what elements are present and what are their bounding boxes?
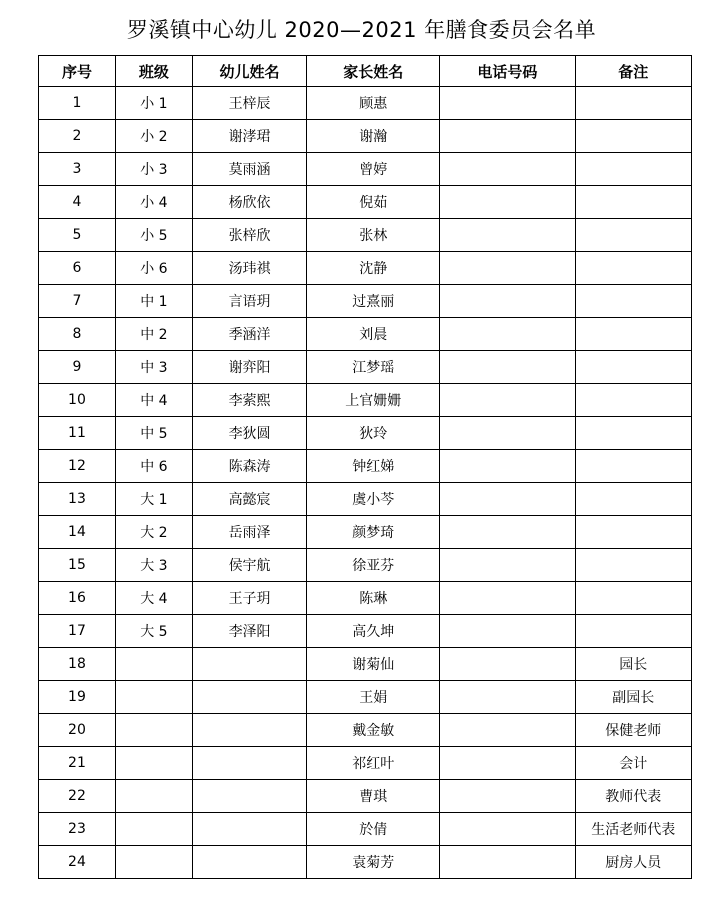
phone-number-cell xyxy=(440,714,575,747)
parent-name-cell: 倪茹 xyxy=(307,186,440,219)
child-name-cell xyxy=(192,813,306,846)
serial-number-cell: 20 xyxy=(39,714,116,747)
parent-name-cell: 颜梦琦 xyxy=(307,516,440,549)
phone-number-cell xyxy=(440,648,575,681)
phone-number-cell xyxy=(440,549,575,582)
table-row xyxy=(39,219,692,252)
table-row xyxy=(39,87,692,120)
table-row xyxy=(39,483,692,516)
class-cell: 小 6 xyxy=(115,252,192,285)
parent-name-cell: 戴金敏 xyxy=(307,714,440,747)
table-row xyxy=(39,384,692,417)
child-name-cell xyxy=(192,846,306,879)
serial-number-cell: 7 xyxy=(39,285,116,318)
class-cell xyxy=(115,813,192,846)
class-cell xyxy=(115,846,192,879)
child-name-cell: 王子玥 xyxy=(192,582,306,615)
remarks-cell xyxy=(575,417,691,450)
remarks-cell xyxy=(575,285,691,318)
phone-number-cell xyxy=(440,318,575,351)
serial-number-cell: 24 xyxy=(39,846,116,879)
header-remarks: 备注 xyxy=(575,56,691,87)
parent-name-cell: 高久坤 xyxy=(307,615,440,648)
table-row xyxy=(39,120,692,153)
class-cell: 中 2 xyxy=(115,318,192,351)
header-class: 班级 xyxy=(115,56,192,87)
class-cell: 中 1 xyxy=(115,285,192,318)
parent-name-cell: 谢瀚 xyxy=(307,120,440,153)
remarks-cell: 保健老师 xyxy=(575,714,691,747)
remarks-cell xyxy=(575,120,691,153)
parent-name-cell: 王娟 xyxy=(307,681,440,714)
parent-name-cell: 张林 xyxy=(307,219,440,252)
remarks-cell xyxy=(575,186,691,219)
class-cell: 小 2 xyxy=(115,120,192,153)
serial-number-cell: 22 xyxy=(39,780,116,813)
phone-number-cell xyxy=(440,87,575,120)
table-row xyxy=(39,516,692,549)
parent-name-cell: 江梦瑶 xyxy=(307,351,440,384)
class-cell: 大 2 xyxy=(115,516,192,549)
remarks-cell xyxy=(575,483,691,516)
class-cell: 大 3 xyxy=(115,549,192,582)
phone-number-cell xyxy=(440,615,575,648)
class-cell: 中 5 xyxy=(115,417,192,450)
class-cell xyxy=(115,681,192,714)
table-row xyxy=(39,648,692,681)
child-name-cell: 李狄圆 xyxy=(192,417,306,450)
class-cell: 小 4 xyxy=(115,186,192,219)
serial-number-cell: 19 xyxy=(39,681,116,714)
parent-name-cell: 陈琳 xyxy=(307,582,440,615)
phone-number-cell xyxy=(440,813,575,846)
child-name-cell xyxy=(192,648,306,681)
phone-number-cell xyxy=(440,384,575,417)
remarks-cell xyxy=(575,582,691,615)
phone-number-cell xyxy=(440,153,575,186)
child-name-cell: 侯宇航 xyxy=(192,549,306,582)
class-cell: 小 5 xyxy=(115,219,192,252)
remarks-cell xyxy=(575,516,691,549)
phone-number-cell xyxy=(440,582,575,615)
class-cell: 中 4 xyxy=(115,384,192,417)
remarks-cell: 园长 xyxy=(575,648,691,681)
parent-name-cell: 过熹丽 xyxy=(307,285,440,318)
remarks-cell xyxy=(575,252,691,285)
remarks-cell xyxy=(575,450,691,483)
parent-name-cell: 曾婷 xyxy=(307,153,440,186)
remarks-cell xyxy=(575,153,691,186)
table-row xyxy=(39,252,692,285)
serial-number-cell: 12 xyxy=(39,450,116,483)
parent-name-cell: 虞小芩 xyxy=(307,483,440,516)
remarks-cell xyxy=(575,351,691,384)
remarks-cell xyxy=(575,318,691,351)
table-row xyxy=(39,318,692,351)
remarks-cell: 生活老师代表 xyxy=(575,813,691,846)
serial-number-cell: 8 xyxy=(39,318,116,351)
phone-number-cell xyxy=(440,516,575,549)
serial-number-cell: 21 xyxy=(39,747,116,780)
remarks-cell xyxy=(575,87,691,120)
child-name-cell: 季涵洋 xyxy=(192,318,306,351)
table-row xyxy=(39,549,692,582)
child-name-cell: 张梓欣 xyxy=(192,219,306,252)
serial-number-cell: 23 xyxy=(39,813,116,846)
parent-name-cell: 曹琪 xyxy=(307,780,440,813)
parent-name-cell: 袁菊芳 xyxy=(307,846,440,879)
serial-number-cell: 6 xyxy=(39,252,116,285)
table-row xyxy=(39,582,692,615)
remarks-cell xyxy=(575,615,691,648)
serial-number-cell: 3 xyxy=(39,153,116,186)
class-cell: 中 6 xyxy=(115,450,192,483)
phone-number-cell xyxy=(440,285,575,318)
phone-number-cell xyxy=(440,120,575,153)
child-name-cell xyxy=(192,714,306,747)
table-row xyxy=(39,780,692,813)
remarks-cell: 副园长 xyxy=(575,681,691,714)
serial-number-cell: 9 xyxy=(39,351,116,384)
phone-number-cell xyxy=(440,252,575,285)
class-cell: 大 5 xyxy=(115,615,192,648)
parent-name-cell: 於倩 xyxy=(307,813,440,846)
table-row xyxy=(39,681,692,714)
table-row xyxy=(39,186,692,219)
class-cell xyxy=(115,648,192,681)
parent-name-cell: 狄玲 xyxy=(307,417,440,450)
parent-name-cell: 祁红叶 xyxy=(307,747,440,780)
document-title: 罗溪镇中心幼儿 2020—2021 年膳食委员会名单 xyxy=(126,18,597,42)
remarks-cell: 厨房人员 xyxy=(575,846,691,879)
child-name-cell: 李萦熙 xyxy=(192,384,306,417)
parent-name-cell: 徐亚芬 xyxy=(307,549,440,582)
table-body xyxy=(39,87,692,879)
class-cell: 小 3 xyxy=(115,153,192,186)
class-cell: 小 1 xyxy=(115,87,192,120)
child-name-cell xyxy=(192,747,306,780)
phone-number-cell xyxy=(440,780,575,813)
phone-number-cell xyxy=(440,450,575,483)
serial-number-cell: 18 xyxy=(39,648,116,681)
parent-name-cell: 钟红娣 xyxy=(307,450,440,483)
phone-number-cell xyxy=(440,747,575,780)
child-name-cell xyxy=(192,681,306,714)
table-row xyxy=(39,747,692,780)
table-row xyxy=(39,846,692,879)
phone-number-cell xyxy=(440,846,575,879)
table-row xyxy=(39,285,692,318)
parent-name-cell: 上官姗姗 xyxy=(307,384,440,417)
child-name-cell: 汤玮祺 xyxy=(192,252,306,285)
table-row xyxy=(39,153,692,186)
serial-number-cell: 14 xyxy=(39,516,116,549)
remarks-cell: 会计 xyxy=(575,747,691,780)
child-name-cell xyxy=(192,780,306,813)
serial-number-cell: 4 xyxy=(39,186,116,219)
serial-number-cell: 15 xyxy=(39,549,116,582)
serial-number-cell: 2 xyxy=(39,120,116,153)
serial-number-cell: 10 xyxy=(39,384,116,417)
phone-number-cell xyxy=(440,186,575,219)
remarks-cell xyxy=(575,384,691,417)
class-cell: 大 4 xyxy=(115,582,192,615)
remarks-cell xyxy=(575,219,691,252)
child-name-cell: 杨欣依 xyxy=(192,186,306,219)
table-row xyxy=(39,813,692,846)
header-phone-number: 电话号码 xyxy=(440,56,575,87)
child-name-cell: 谢涍珺 xyxy=(192,120,306,153)
table-row xyxy=(39,351,692,384)
child-name-cell: 高懿宸 xyxy=(192,483,306,516)
committee-roster-table xyxy=(38,55,692,879)
serial-number-cell: 1 xyxy=(39,87,116,120)
phone-number-cell xyxy=(440,483,575,516)
phone-number-cell xyxy=(440,417,575,450)
serial-number-cell: 11 xyxy=(39,417,116,450)
remarks-cell xyxy=(575,549,691,582)
serial-number-cell: 17 xyxy=(39,615,116,648)
phone-number-cell xyxy=(440,219,575,252)
class-cell xyxy=(115,780,192,813)
header-parent-name: 家长姓名 xyxy=(307,56,440,87)
phone-number-cell xyxy=(440,681,575,714)
child-name-cell: 谢弈阳 xyxy=(192,351,306,384)
child-name-cell: 陈森涛 xyxy=(192,450,306,483)
child-name-cell: 岳雨泽 xyxy=(192,516,306,549)
table-row xyxy=(39,615,692,648)
table-row xyxy=(39,450,692,483)
table-row xyxy=(39,714,692,747)
header-serial-number: 序号 xyxy=(39,56,116,87)
phone-number-cell xyxy=(440,351,575,384)
class-cell: 大 1 xyxy=(115,483,192,516)
header-child-name: 幼儿姓名 xyxy=(192,56,306,87)
parent-name-cell: 刘晨 xyxy=(307,318,440,351)
class-cell xyxy=(115,714,192,747)
remarks-cell: 教师代表 xyxy=(575,780,691,813)
class-cell: 中 3 xyxy=(115,351,192,384)
child-name-cell: 言语玥 xyxy=(192,285,306,318)
class-cell xyxy=(115,747,192,780)
serial-number-cell: 16 xyxy=(39,582,116,615)
parent-name-cell: 沈静 xyxy=(307,252,440,285)
parent-name-cell: 顾惠 xyxy=(307,87,440,120)
table-header-row xyxy=(39,56,692,87)
child-name-cell: 王梓辰 xyxy=(192,87,306,120)
serial-number-cell: 5 xyxy=(39,219,116,252)
child-name-cell: 莫雨涵 xyxy=(192,153,306,186)
table-row xyxy=(39,417,692,450)
parent-name-cell: 谢菊仙 xyxy=(307,648,440,681)
child-name-cell: 李泽阳 xyxy=(192,615,306,648)
serial-number-cell: 13 xyxy=(39,483,116,516)
